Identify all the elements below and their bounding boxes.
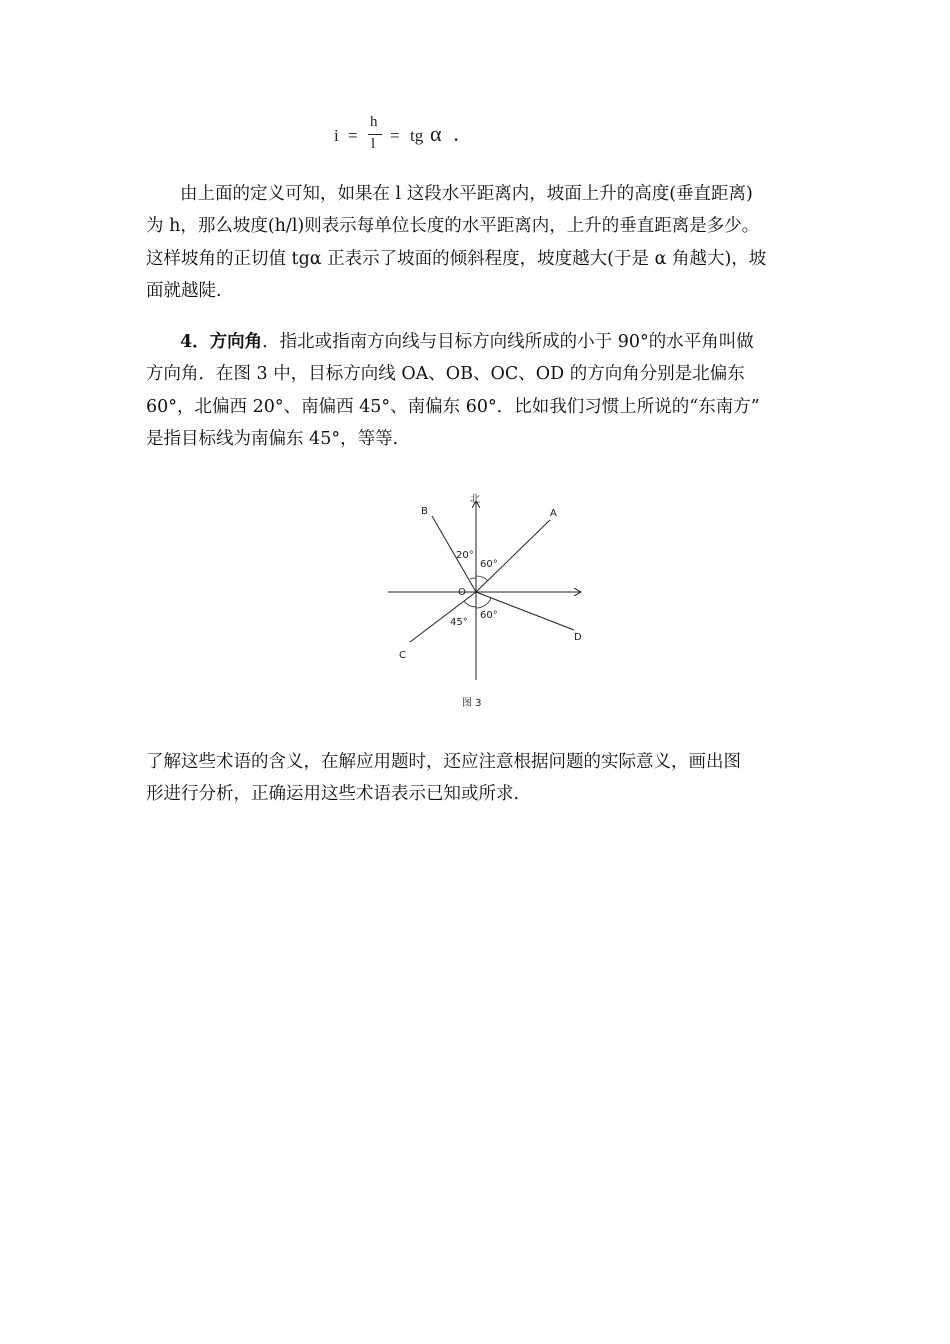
text-line: 60°，北偏西 20°、南偏西 45°、南偏东 60°．比如我们习惯上所说的“东南方” (146, 396, 760, 417)
formula-alpha: α (430, 121, 442, 146)
text-line: 由上面的定义可知，如果在 l 这段水平距离内，坡面上升的高度(垂直距离) (180, 184, 753, 204)
formula-lhs: i (334, 126, 339, 145)
section-heading: 4．方向角 (180, 332, 263, 352)
paragraph-conclusion (146, 746, 810, 811)
north-label: 北 (470, 494, 480, 505)
angle-label-OB: 20° (456, 550, 474, 561)
text-line: 为 h，那么坡度(h/l)则表示每单位长度的水平距离内，上升的垂直距离是多少。 (146, 216, 760, 237)
paragraph-direction-angle (146, 326, 810, 455)
formula-period: . (454, 126, 459, 145)
label-C: C (399, 650, 406, 661)
formula-numerator: h (370, 114, 378, 130)
arc-OB (470, 578, 476, 579)
arc-OC (464, 601, 476, 607)
angle-label-OA: 60° (480, 559, 498, 570)
direction-diagram (380, 480, 590, 720)
paragraph-slope-definition (146, 178, 810, 307)
text-line: 这样坡角的正切值 tgα 正表示了坡面的倾斜程度，坡度越大(于是 α 角越大)，坡 (146, 248, 767, 269)
figure-3-direction-angles (380, 480, 590, 720)
line-OA (476, 520, 550, 592)
arc-OA (476, 576, 488, 581)
text-line (146, 326, 810, 358)
text-fragment: ．指北或指南方向线与目标方向线所成的小于 90°的水平角叫做 (262, 332, 754, 352)
formula-equals-1: = (348, 126, 358, 145)
angle-label-OC: 45° (450, 617, 468, 628)
text-line: 形进行分析，正确运用这些术语表示已知或所求. (146, 784, 520, 805)
text-line: 是指目标线为南偏东 45°，等等. (146, 428, 399, 449)
label-D: D (574, 632, 582, 643)
arc-OD (476, 598, 491, 608)
formula-equals-2: = (390, 126, 400, 145)
label-A: A (550, 508, 557, 519)
text-line: 了解这些术语的含义，在解应用题时，还应注意根据问题的实际意义，画出图 (146, 752, 741, 772)
fraction-bar (368, 134, 382, 135)
formula-rhs: tg (410, 126, 424, 145)
text-line: 方向角．在图 3 中，目标方向线 OA、OB、OC、OD 的方向角分别是北偏东 (146, 364, 745, 385)
label-O: O (458, 587, 466, 598)
label-B: B (421, 506, 428, 517)
figure-caption: 图 3 (462, 698, 482, 709)
angle-label-OD: 60° (480, 610, 498, 621)
formula-denominator: l (371, 136, 376, 152)
text-line: 面就越陡. (146, 280, 222, 301)
